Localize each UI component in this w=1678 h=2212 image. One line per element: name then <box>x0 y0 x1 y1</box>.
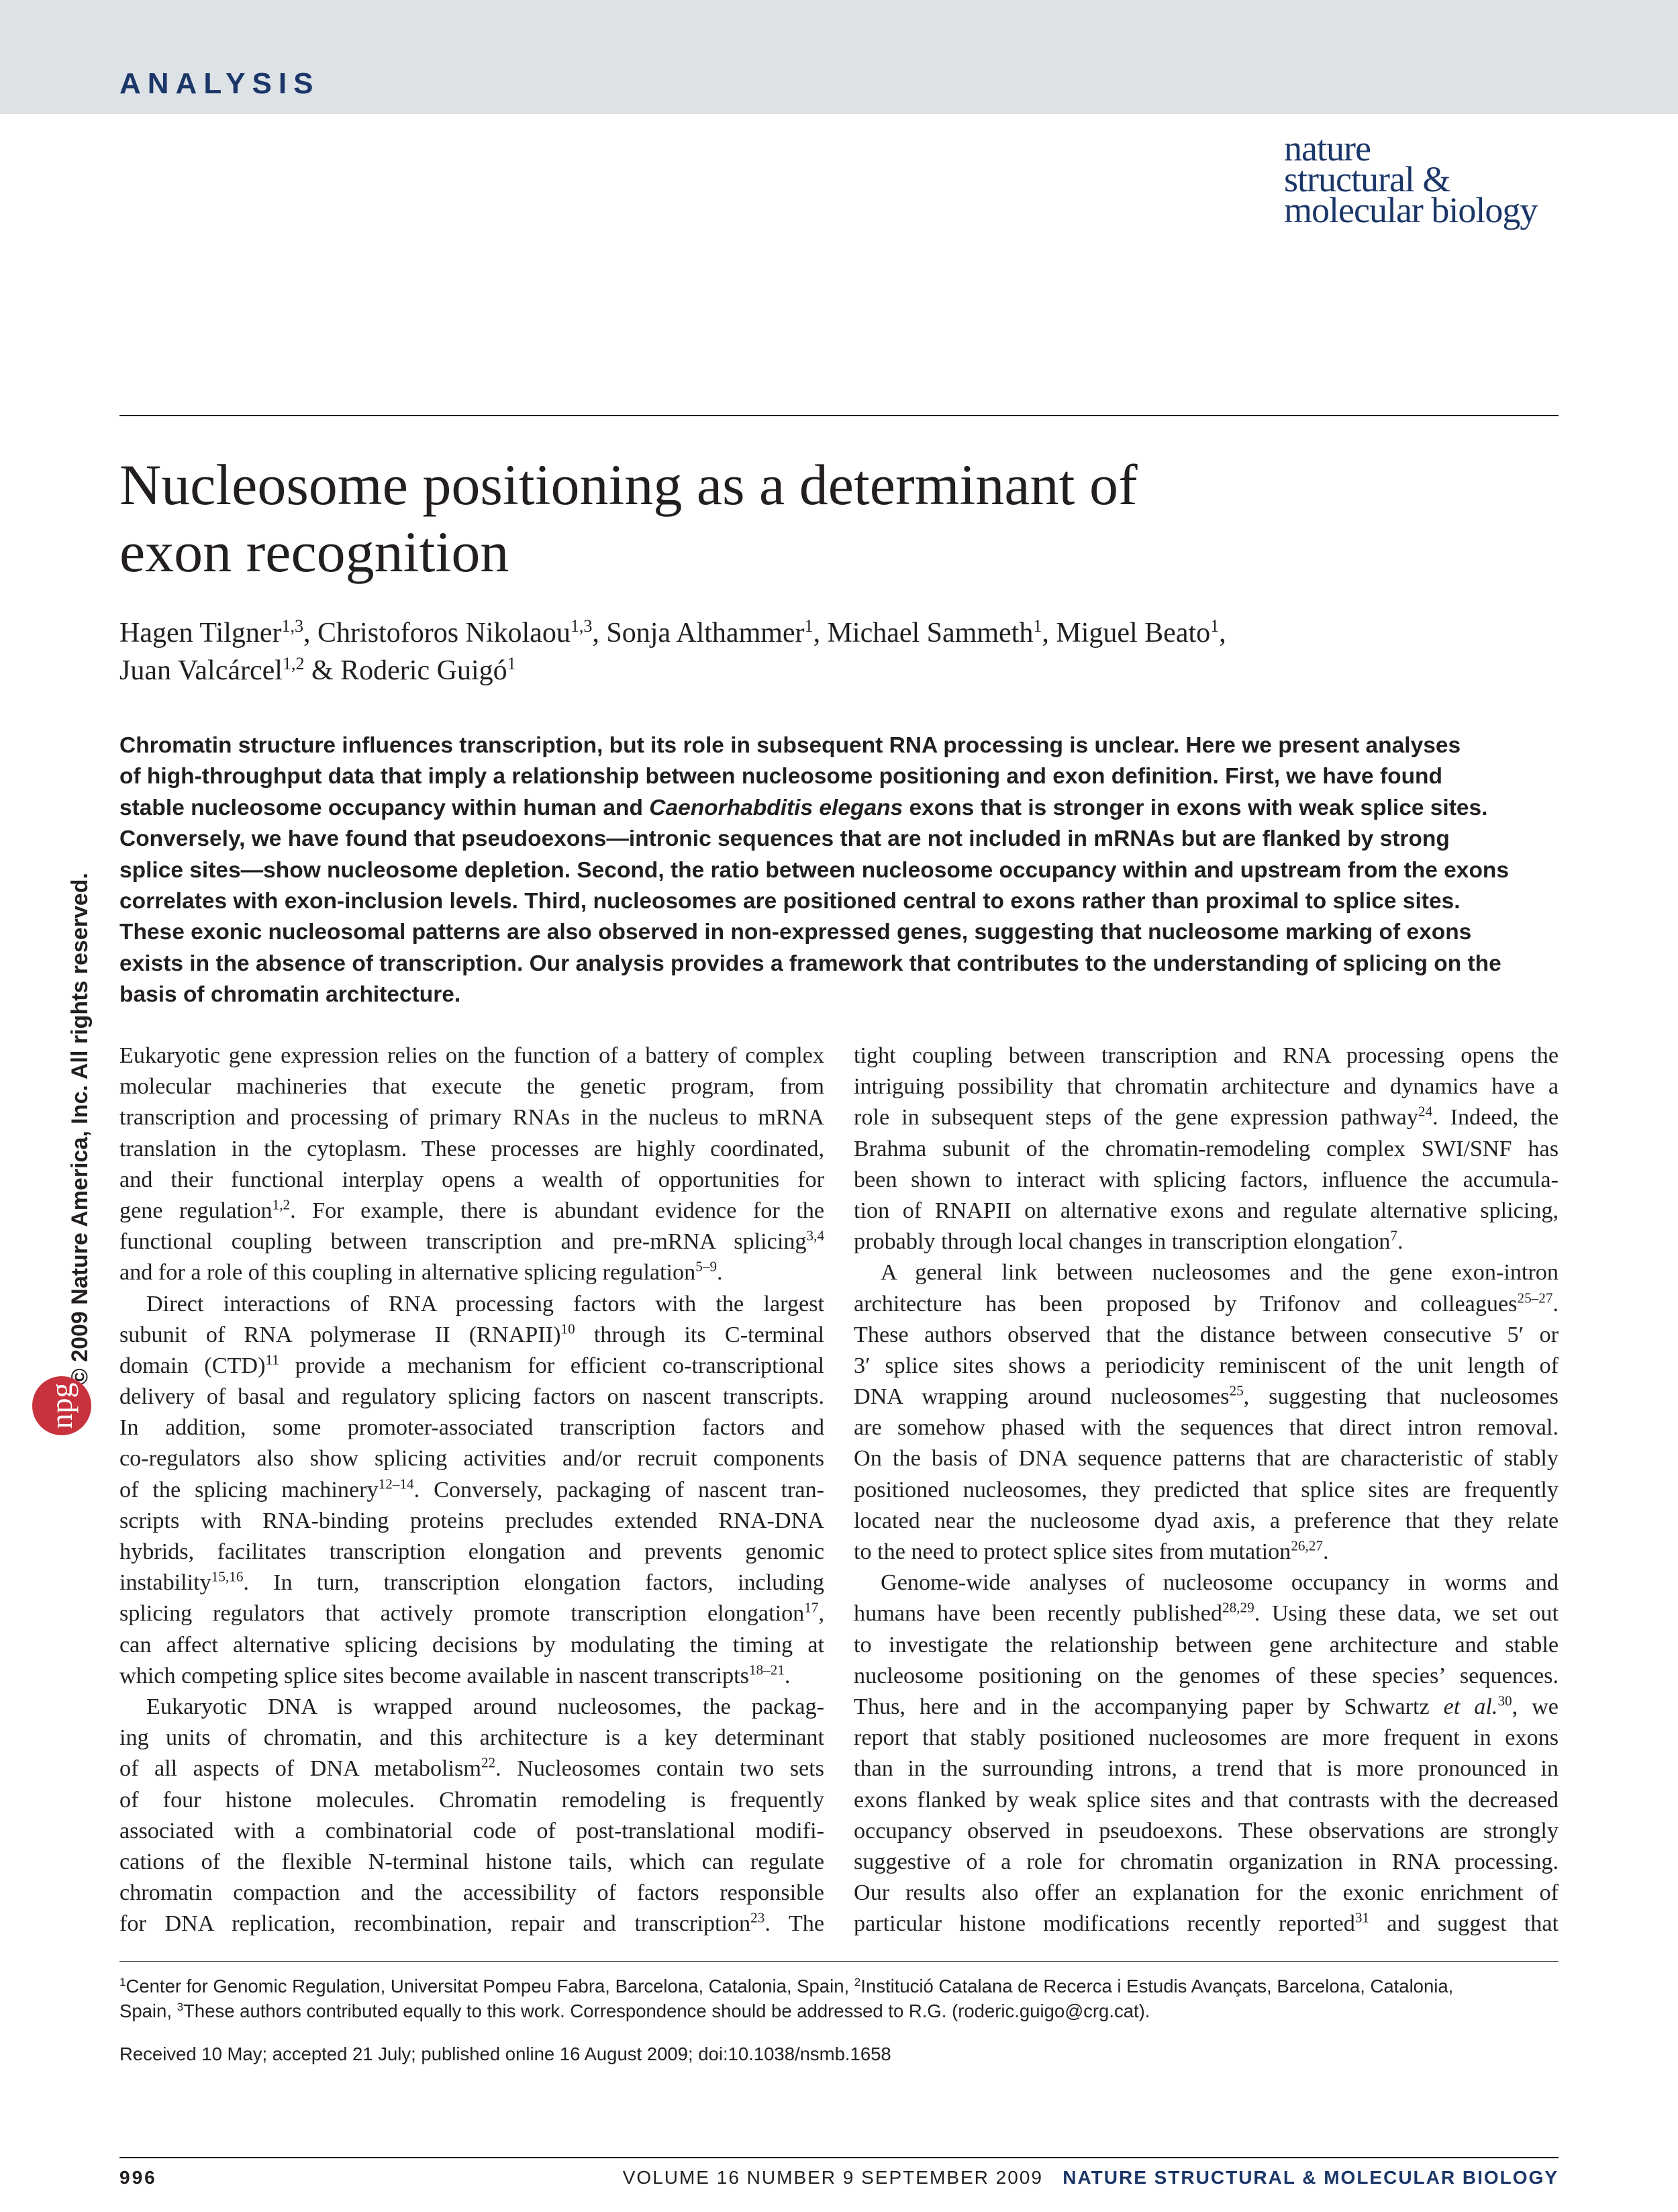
citation-superscript: 1,2 <box>272 1196 291 1213</box>
italic-text: Caenorhabditis elegans <box>649 795 903 820</box>
body-line: chromatin compaction and the accessibility of factors responsible <box>119 1880 824 1906</box>
body-line: subunit of RNA polymerase II (RNAPII)$^{10}$ through its C-terminal <box>119 1320 824 1347</box>
body-line: of all aspects of DNA metabolism$^{22}$. Nucleosomes contain two sets <box>119 1754 824 1782</box>
npg-logo <box>32 1376 91 1435</box>
body-line: located near the nucleosome dyad axis, a preference that they relate <box>854 1508 1559 1533</box>
body-line: domain (CTD)$^{11}$ provide a mechanism for efficient co-transcriptional <box>119 1351 824 1378</box>
author-name: Roderic Guigó <box>340 655 507 686</box>
issue-text: VOLUME 16 NUMBER 9 SEPTEMBER 2009 <box>622 2167 1043 2188</box>
body-line: exons flanked by weak splice sites and that contrasts with the decreased <box>854 1787 1559 1813</box>
affiliations <box>119 1974 1559 2023</box>
body-line: tion of RNAPII on alternative exons and regulate alternative splicing, <box>854 1198 1559 1223</box>
body-line: 3′ splice sites shows a periodicity reminiscent of the unit length of <box>854 1353 1559 1378</box>
author-line: Hagen Tilgner$^{1,3}$, Christoforos Nikolaou$^{1,3}$, Sonja Althammer$^1$, Michael Sammeth$^1$, Miguel Beato$^1$, <box>119 616 1226 648</box>
body-line: of the splicing machinery$^{12-14}$. Conversely, packaging of nascent tran- <box>119 1476 825 1502</box>
footnote-rule <box>119 1961 1559 1962</box>
body-line: than in the surrounding introns, a trend that is more pronounced in <box>854 1756 1559 1782</box>
body-line: role in subsequent steps of the gene expression pathway$^{24}$. Indeed, the <box>854 1103 1559 1131</box>
journal-logo[interactable] <box>1284 128 1566 230</box>
body-line: ing units of chromatin, and this architecture is a key determinant <box>119 1725 824 1751</box>
body-line: functional coupling between transcription and pre-mRNA splicing$^{3,4}$ <box>119 1227 824 1255</box>
copyright-text: © 2009 Nature America, Inc. All rights reserved. <box>67 873 93 1386</box>
abstract-line: Conversely, we have found that pseudoexons—intronic sequences that are not included in mRNAs but are flanked by strong <box>119 826 1450 852</box>
author-list <box>119 614 1559 689</box>
body-line: particular histone modifications recently reported$^{31}$ and suggest that <box>854 1909 1559 1937</box>
body-line: cations of the flexible N-terminal histone tails, which can regulate <box>119 1849 824 1874</box>
body-line: translation in the cytoplasm. These processes are highly coordinated, <box>119 1136 824 1161</box>
body-line: been shown to interact with splicing factors, influence the accumula- <box>854 1167 1559 1192</box>
abstract-line: basis of chromatin architecture. <box>119 982 461 1008</box>
journal-name[interactable]: NATURE STRUCTURAL & MOLECULAR BIOLOGY <box>1063 2167 1559 2188</box>
body-line: to investigate the relationship between gene architecture and stable <box>854 1632 1559 1657</box>
body-line: architecture has been proposed by Trifonov and colleagues$^{25-27}$. <box>854 1290 1559 1316</box>
body-line: can affect alternative splicing decisions by modulating the timing at <box>119 1632 824 1657</box>
author-affiliation: 1,2 <box>282 654 305 673</box>
author-line: Juan Valcárcel$^{1,2}$ & Roderic Guigó$^1$ <box>119 654 516 686</box>
body-column-right <box>854 1041 1559 1939</box>
body-line: DNA wrapping around nucleosomes$^{25}$, suggesting that nucleosomes <box>854 1382 1559 1410</box>
citation-superscript: 7 <box>1390 1227 1397 1244</box>
abstract-line: splice sites—show nucleosome depletion. Second, the ratio between nucleosome occupancy within and upstream from the exons <box>119 857 1509 883</box>
citation-superscript: 17 <box>804 1599 819 1616</box>
body-line: scripts with RNA-binding proteins precludes extended RNA-DNA <box>119 1508 824 1533</box>
abstract-line: Chromatin structure influences transcription, but its role in subsequent RNA processing is unclear. Here we present analyses <box>119 733 1461 758</box>
body-line: for DNA replication, recombination, repair and transcription$^{23}$. The <box>119 1909 824 1937</box>
abstract-line: These exonic nucleosomal patterns are also observed in non-expressed genes, suggesting that nucleosome marking of exons <box>119 920 1472 945</box>
body-line: nucleosome positioning on the genomes of these species’ sequences. <box>854 1663 1559 1688</box>
page-number: 996 <box>119 2167 157 2188</box>
body-line: co-regulators also show splicing activities and/or recruit components <box>119 1446 824 1472</box>
citation-superscript: 25–27 <box>1517 1290 1553 1306</box>
author-name: Miguel Beato <box>1056 618 1211 648</box>
body-line: molecular machineries that execute the genetic program, from <box>119 1074 824 1100</box>
npg-logo-text: npg <box>44 1382 79 1429</box>
article-title <box>119 451 1462 585</box>
body-line: positioned nucleosomes, they predicted that splice sites are frequently <box>854 1477 1559 1502</box>
author-affiliation: 1 <box>804 616 813 636</box>
journal-logo-line: structural & <box>1284 159 1450 199</box>
body-line: are somehow phased with the sequences that direct intron removal. <box>854 1415 1559 1441</box>
abstract-line: stable nucleosome occupancy within human and Caenorhabditis elegans exons that is stronger in exons with weak splice sites. <box>119 795 1488 820</box>
body-line: Genome-wide analyses of nucleosome occupancy in worms and <box>881 1570 1559 1596</box>
journal-logo-line: nature <box>1284 128 1371 169</box>
citation-superscript: 5–9 <box>695 1258 718 1275</box>
body-line: hybrids, facilitates transcription elongation and prevents genomic <box>119 1539 824 1564</box>
title-line: Nucleosome positioning as a determinant of <box>119 452 1138 517</box>
affiliation-line: Spain, $^3$These authors contributed equally to this work. Correspondence should be addressed to R.G. (roderic.guigo@crg.cat). <box>119 2000 1150 2021</box>
body-line: gene regulation$^{1,2}$. For example, there is abundant evidence for the <box>119 1196 825 1223</box>
author-affiliation: 1 <box>1033 616 1042 636</box>
body-line: intriguing possibility that chromatin architecture and dynamics have a <box>854 1074 1559 1100</box>
citation-superscript: 26,27 <box>1291 1537 1323 1554</box>
body-line: Brahma subunit of the chromatin-remodeling complex SWI/SNF has <box>854 1136 1559 1161</box>
body-line: These authors observed that the distance between consecutive 5′ or <box>854 1322 1559 1347</box>
body-line: and for a role of this coupling in alternative splicing regulation$^{5-9}$. <box>119 1258 723 1286</box>
body-line: Direct interactions of RNA processing factors with the largest <box>146 1291 824 1316</box>
body-line: humans have been recently published$^{28,29}$. Using these data, we set out <box>854 1599 1559 1627</box>
body-line: instability$^{15,16}$. In turn, transcription elongation factors, including <box>119 1568 824 1596</box>
title-line: exon recognition <box>119 520 509 584</box>
citation-superscript: 15,16 <box>211 1568 244 1585</box>
body-line: associated with a combinatorial code of post-translational modifi- <box>119 1818 824 1843</box>
citation-superscript: 3,4 <box>806 1227 824 1244</box>
title-rule <box>119 415 1559 416</box>
body-line: Eukaryotic DNA is wrapped around nucleosomes, the packag- <box>146 1694 824 1719</box>
affiliation-line: $^1$Center for Genomic Regulation, Universitat Pompeu Fabra, Barcelona, Catalonia, Spain, $^2$Institució Catalana de Recerca i Estudis Avançats, Barcelona, Catalonia, <box>119 1975 1454 1997</box>
author-affiliation: 1 <box>1210 616 1220 636</box>
author-affiliation: 1,3 <box>570 616 593 636</box>
body-line: occupancy observed in pseudoexons. These observations are strongly <box>854 1818 1559 1843</box>
citation-superscript: 10 <box>560 1320 575 1337</box>
citation-superscript: 12–14 <box>378 1476 414 1492</box>
body-line: of four histone molecules. Chromatin remodeling is frequently <box>119 1787 824 1813</box>
citation-superscript: 3 <box>177 2000 184 2013</box>
footer-rule <box>119 2157 1559 2158</box>
abstract <box>119 730 1559 1011</box>
body-line: Thus, here and in the accompanying paper by Schwartz et al.$^{30}$, we <box>854 1692 1559 1719</box>
body-line: A general link between nucleosomes and the gene exon-intron <box>881 1260 1559 1286</box>
author-name: Juan Valcárcel <box>119 655 283 686</box>
body-line: splicing regulators that actively promote transcription elongation$^{17}$, <box>119 1599 824 1627</box>
author-affiliation: 1 <box>507 654 516 673</box>
issue-info <box>623 2167 1559 2189</box>
author-name: Christoforos Nikolaou <box>317 618 571 648</box>
author-name: Sonja Althammer <box>606 618 805 648</box>
citation-superscript: 25 <box>1229 1382 1244 1399</box>
citation-superscript: 30 <box>1497 1692 1512 1709</box>
abstract-line: correlates with exon-inclusion levels. Third, nucleosomes are positioned central to exons rather than proximal to splice sites. <box>119 889 1461 914</box>
body-line: tight coupling between transcription and RNA processing opens the <box>854 1043 1559 1068</box>
citation-superscript: 18–21 <box>748 1662 785 1678</box>
citation-superscript: 24 <box>1418 1103 1433 1120</box>
citation-superscript: 2 <box>854 1975 861 1988</box>
body-line: transcription and processing of primary RNAs in the nucleus to mRNA <box>119 1105 824 1131</box>
body-line: which competing splice sites become available in nascent transcripts$^{18-21}$. <box>119 1662 791 1688</box>
body-line: and their functional interplay opens a wealth of opportunities for <box>119 1167 824 1192</box>
citation-superscript: 22 <box>481 1754 496 1771</box>
received-dates: Received 10 May; accepted 21 July; published online 16 August 2009; doi:10.1038/nsmb.1658 <box>119 2043 891 2064</box>
citation-superscript: 31 <box>1354 1909 1369 1926</box>
body-line: suggestive of a role for chromatin organization in RNA processing. <box>854 1849 1559 1874</box>
body-column-left <box>119 1041 824 1939</box>
abstract-line: exists in the absence of transcription. Our analysis provides a framework that contributes to the understanding of splicing on the <box>119 951 1501 976</box>
citation-superscript: 23 <box>750 1909 765 1926</box>
body-line: to the need to protect splice sites from mutation$^{26,27}$. <box>854 1537 1329 1564</box>
body-line: On the basis of DNA sequence patterns that are characteristic of stably <box>854 1446 1559 1472</box>
italic-text: et al. <box>1443 1694 1498 1719</box>
author-name: Hagen Tilgner <box>119 618 282 648</box>
body-line: probably through local changes in transcription elongation$^7$. <box>854 1227 1403 1255</box>
body-line: report that stably positioned nucleosomes are more frequent in exons <box>854 1725 1559 1751</box>
citation-superscript: 28,29 <box>1222 1599 1254 1616</box>
author-name: Michael Sammeth <box>827 618 1034 648</box>
author-affiliation: 1,3 <box>281 616 304 636</box>
body-line: Eukaryotic gene expression relies on the function of a battery of complex <box>119 1043 824 1068</box>
body-line: Our results also offer an explanation for the exonic enrichment of <box>854 1880 1559 1906</box>
body-line: In addition, some promoter-associated transcription factors and <box>119 1415 824 1441</box>
citation-superscript: 11 <box>265 1351 279 1368</box>
body-line: delivery of basal and regulatory splicing factors on nascent transcripts. <box>119 1384 824 1410</box>
citation-superscript: 1 <box>119 1975 126 1988</box>
journal-logo-line: molecular biology <box>1284 190 1538 230</box>
abstract-line: of high-throughput data that imply a relationship between nucleosome positioning and exon definition. First, we have found <box>119 764 1442 789</box>
section-label: ANALYSIS <box>119 67 320 100</box>
